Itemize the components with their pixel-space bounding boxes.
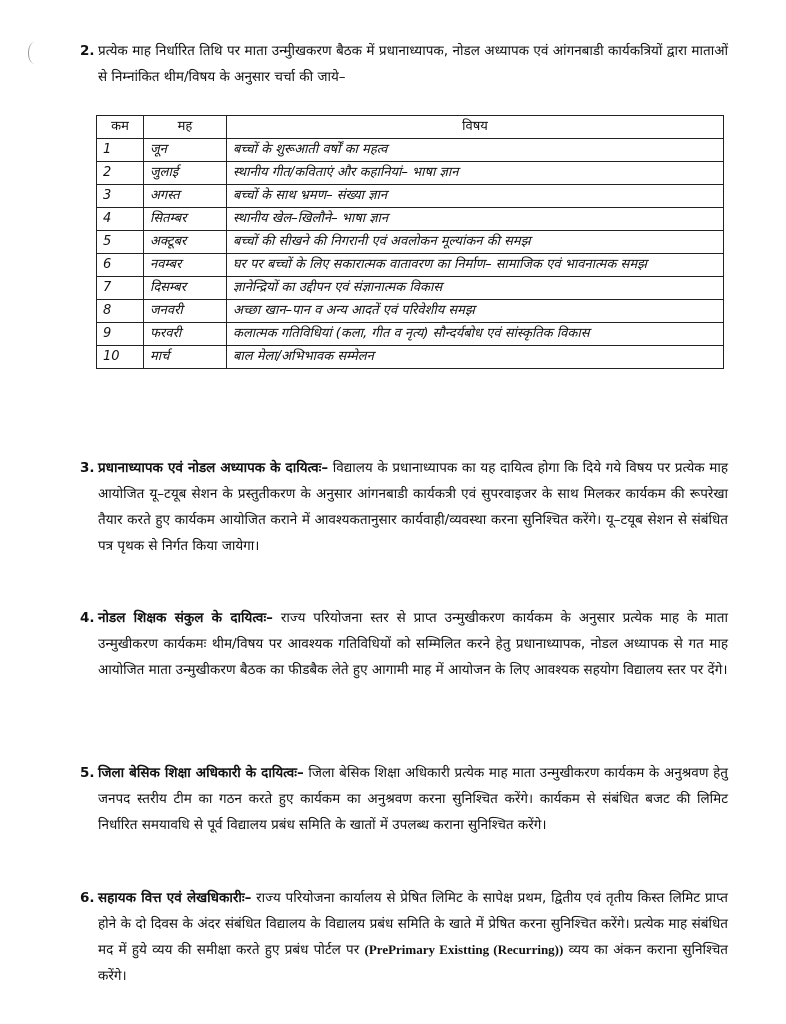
cell-serial: 10 [97,346,144,369]
section-6-number: 6. [80,890,95,906]
cell-serial: 9 [97,323,144,346]
cell-topic: ज्ञानेन्द्रियों का उद्दीपन एवं संज्ञानात्मक विकास [227,277,724,300]
section-4-heading: नोडल शिक्षक संकुल के दायित्वः– [98,610,273,626]
table-header-row [97,116,724,139]
cell-month: दिसम्बर [144,277,227,300]
cell-topic: बाल मेला/अभिभावक सम्मेलन [227,346,724,369]
table-row [97,162,724,185]
intro-text: प्रत्येक माह निर्धारित तिथि पर माता उन्मुीखकरण बैठक में प्रधानाध्यापक, नोडल अध्यापक एवं आंगनबाडी कार्यकत्रियों द्वारा माताओं से निम्नांकित थीम/विषय के अनुसार चर्चा की जाये– [98,43,728,85]
cell-serial: 6 [97,254,144,277]
header-serial: कम [97,116,144,139]
section-6-paragraph [80,885,728,989]
cell-topic: बच्चों के शुरूआती वर्षों का महत्व [227,139,724,162]
table-row [97,300,724,323]
cell-serial: 2 [97,162,144,185]
cell-month: जनवरी [144,300,227,323]
section-4-number: 4. [80,610,95,626]
table-row [97,208,724,231]
cell-topic: घर पर बच्चों के लिए सकारात्मक वातावरण का निर्माण– सामाजिक एवं भावनात्मक समझ [227,254,724,277]
cell-month: फरवरी [144,323,227,346]
cell-serial: 3 [97,185,144,208]
section-3-paragraph [80,455,729,559]
cell-topic: स्थानीय खेल–खिलौने– भाषा ज्ञान [227,208,724,231]
table-row [97,254,724,277]
section-6-english-term: (PrePrimary Existting (Recurring)) [364,942,564,957]
header-topic: विषय [227,116,724,139]
cell-topic: बच्चों की सीखने की निगरानी एवं अवलोकन मूल्यांकन की समझ [227,231,724,254]
intro-paragraph [80,38,728,90]
section-5-number: 5. [80,765,95,781]
table-row [97,277,724,300]
table-row [97,185,724,208]
cell-topic: अच्छा खान–पान व अन्य आदतें एवं परिवेशीय समझ [227,300,724,323]
intro-number: 2. [80,43,95,59]
section-4-paragraph [80,605,728,683]
cell-month: नवम्बर [144,254,227,277]
cell-month: जून [144,139,227,162]
monthly-theme-table [96,115,724,369]
cell-month: अगस्त [144,185,227,208]
cell-serial: 7 [97,277,144,300]
punch-hole-mark [28,42,41,64]
cell-topic: स्थानीय गीत/कविताएं और कहानियां– भाषा ज्ञान [227,162,724,185]
table-row [97,139,724,162]
section-6-tail: व्यय का अंकन कराना सुनिश्चित करेंगे। [98,942,728,984]
cell-month: सितम्बर [144,208,227,231]
table-row [97,346,724,369]
cell-topic: कलात्मक गतिविधियां (कला, गीत व नृत्य) सौन्दर्यबोध एवं सांस्कृतिक विकास [227,323,724,346]
section-3-number: 3. [80,460,95,476]
section-5-paragraph [80,760,728,838]
cell-topic: बच्चों के साथ भ्रमण– संख्या ज्ञान [227,185,724,208]
cell-month: मार्च [144,346,227,369]
cell-month: जुलाई [144,162,227,185]
cell-serial: 1 [97,139,144,162]
section-3-heading: प्रधानाध्यापक एवं नोडल अध्यापक के दायित्वः– [98,460,329,476]
section-6-heading: सहायक वित्त एवं लेखधिकारीः– [98,890,252,906]
section-5-heading: जिला बेसिक शिक्षा अधिकारी के दायित्वः– [98,765,304,781]
cell-serial: 4 [97,208,144,231]
table-row [97,323,724,346]
cell-serial: 8 [97,300,144,323]
cell-serial: 5 [97,231,144,254]
table-row [97,231,724,254]
cell-month: अक्टूबर [144,231,227,254]
section-3-text: विद्यालय के प्रधानाध्यापक का यह दायित्व होगा कि दिये गये विषय पर प्रत्येक माह आयोजित यू–टयूब सेशन के प्रस्तुतीकरण के अनुसार आंगनबाडी कार्यकत्री एवं सुपरवाइजर के साथ मिलकर कार्यकम की रूपरेखा तैयार करते हुए कार्यकम आयोजित कराने में आवश्यकतानुसार कार्यवाही/व्यवस्था करना सुनिश्चित करेंगे। यू–टयूब सेशन से संबंधित पत्र पृथक से निर्गत किया जायेगा। [98,460,729,554]
header-month: मह [144,116,227,139]
section-6-text: राज्य परियोजना कार्यालय से प्रेषित लिमिट के सापेक्ष प्रथम, द्वितीय एवं तृतीय किस्त लिमिट प्राप्त होने के दो दिवस के अंदर संबंधित विद्यालय के विद्यालय प्रबंध समिति के खाते में प्रेषित करना सुनिश्चित करेंगे। प्रत्येक माह संबंधित मद में हुये व्यय की समीक्षा करते हुए प्रबंध पोर्टल पर [98,890,728,958]
section-5-text: जिला बेसिक शिक्षा अधिकारी प्रत्येक माह माता उन्मुखीकरण कार्यकम के अनुश्रवण हेतु जनपद स्तरीय टीम का गठन करते हुए कार्यकम का अनुश्रवण करना सुनिश्चित करेंगे। कार्यकम से संबंधित बजट की लिमिट निर्धारित समयावधि से पूर्व विद्यालय प्रबंध समिति के खातों में उपलब्ध कराना सुनिश्चित करेंगे। [98,765,728,833]
section-4-text: राज्य परियोजना स्तर से प्राप्त उन्मुखीकरण कार्यकम के अनुसार प्रत्येक माह के माता उन्मुखीकरण कार्यकमः थीम/विषय पर आवश्यक गतिविधियों को सम्मिलित करने हेतु प्रधानाध्यापक, नोडल अध्यापक से गत माह आयोजित माता उन्मुखीकरण बैठक का फीडबैक लेते हुए आगामी माह में आयोजन के लिए आवश्यक सहयोग विद्यालय स्तर पर देंगे। [98,610,728,678]
